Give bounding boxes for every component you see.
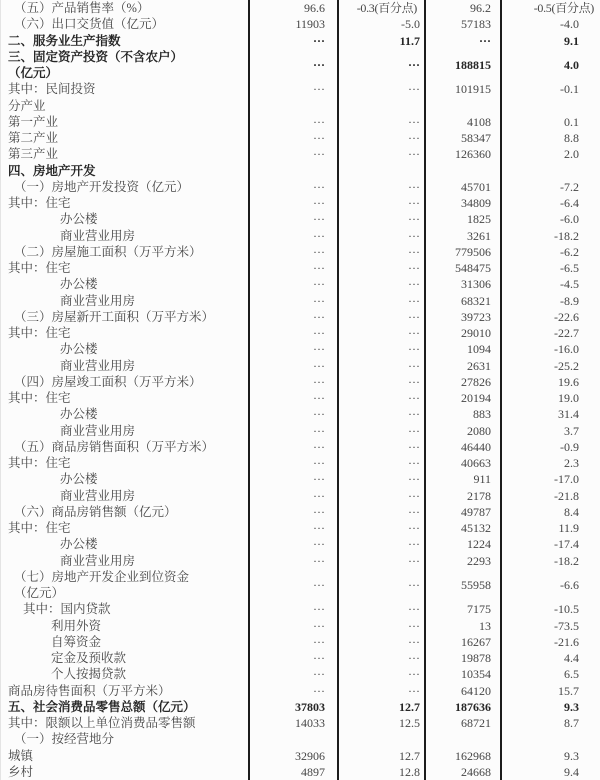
value-cell: ···: [249, 504, 338, 520]
value-cell: ···: [338, 488, 425, 504]
table-row: [1, 325, 600, 341]
value-cell: 12.5: [338, 715, 425, 731]
value-cell: ···: [249, 341, 338, 357]
value-cell: ···: [249, 439, 338, 455]
value-cell: ···: [338, 341, 425, 357]
value-cell: -4.0: [501, 16, 600, 32]
value-cell: 57183: [425, 16, 501, 32]
table-row: [1, 455, 600, 471]
value-cell: ···: [338, 618, 425, 634]
value-cell: ···: [338, 455, 425, 471]
value-cell: 187636: [425, 699, 501, 715]
value-cell: [501, 731, 600, 747]
value-cell: -21.6: [501, 634, 600, 650]
table-row: [1, 341, 600, 357]
row-label: 二、服务业生产指数: [8, 33, 121, 48]
row-label: 个人按揭贷款: [51, 667, 127, 682]
value-cell: 49787: [425, 504, 501, 520]
value-cell: -16.0: [501, 341, 600, 357]
value-cell: 11.7: [338, 33, 425, 49]
table-row: [1, 471, 600, 487]
value-cell: 96.2: [425, 0, 501, 16]
value-cell: ···: [249, 406, 338, 422]
value-cell: 101915: [425, 81, 501, 97]
table-row: [1, 683, 600, 699]
value-cell: 1825: [425, 211, 501, 227]
value-cell: ···: [338, 309, 425, 325]
value-cell: ···: [338, 504, 425, 520]
value-cell: 8.4: [501, 504, 600, 520]
row-label: 分产业: [8, 98, 46, 113]
value-cell: [338, 98, 425, 114]
table-body: [1, 0, 600, 780]
value-cell: 9.1: [501, 33, 600, 49]
value-cell: ···: [249, 390, 338, 406]
row-label: 其中：住宅: [8, 326, 71, 341]
table-row: [1, 211, 600, 227]
value-cell: 31.4: [501, 406, 600, 422]
value-cell: [338, 163, 425, 179]
row-label: 办公楼: [60, 407, 98, 422]
value-cell: ···: [338, 358, 425, 374]
value-cell: -10.5: [501, 601, 600, 617]
value-cell: 126360: [425, 146, 501, 162]
value-cell: 2080: [425, 423, 501, 439]
value-cell: ···: [338, 195, 425, 211]
row-label: 商业营业用房: [60, 488, 136, 503]
row-label: 商业营业用房: [60, 358, 136, 373]
value-cell: ···: [249, 130, 338, 146]
value-cell: ···: [338, 325, 425, 341]
value-cell: -5.0: [338, 16, 425, 32]
value-cell: [249, 163, 338, 179]
value-cell: ···: [338, 553, 425, 569]
row-label: （一）房地产开发投资（亿元）: [14, 179, 190, 194]
value-cell: 4.4: [501, 650, 600, 666]
value-cell: ···: [249, 146, 338, 162]
table-row: [1, 33, 600, 49]
row-label: 利用外资: [51, 618, 102, 633]
table-row: [1, 179, 600, 195]
value-cell: 15.7: [501, 683, 600, 699]
table-row: [1, 650, 600, 666]
value-cell: ···: [249, 423, 338, 439]
value-cell: -7.2: [501, 179, 600, 195]
value-cell: ···: [249, 309, 338, 325]
row-label: 城镇: [8, 748, 34, 763]
row-label: 其中：住宅: [8, 196, 71, 211]
value-cell: ···: [338, 374, 425, 390]
table-row: [1, 666, 600, 682]
value-cell: 19.6: [501, 374, 600, 390]
value-cell: [249, 731, 338, 747]
value-cell: 0.1: [501, 114, 600, 130]
table-row: [1, 195, 600, 211]
table-row: [1, 699, 600, 715]
row-label: 办公楼: [60, 537, 98, 552]
table-row: [1, 423, 600, 439]
value-cell: -18.2: [501, 553, 600, 569]
value-cell: 12.8: [338, 764, 425, 780]
value-cell: ···: [249, 81, 338, 97]
value-cell: ···: [338, 569, 425, 602]
table-row: [1, 276, 600, 292]
value-cell: 29010: [425, 325, 501, 341]
table-row: [1, 504, 600, 520]
row-label: 定金及预收款: [51, 651, 127, 666]
value-cell: 20194: [425, 390, 501, 406]
value-cell: ···: [338, 114, 425, 130]
table-row: [1, 731, 600, 747]
table-row: [1, 488, 600, 504]
value-cell: 45132: [425, 520, 501, 536]
value-cell: 6.5: [501, 666, 600, 682]
value-cell: 68321: [425, 293, 501, 309]
table-row: [1, 601, 600, 617]
row-label: （六）出口交货值（亿元）: [14, 17, 165, 32]
row-label: （三）房屋新开工面积（万平方米）: [14, 309, 215, 324]
value-cell: [501, 163, 600, 179]
value-cell: ···: [425, 33, 501, 49]
table-row: [1, 536, 600, 552]
value-cell: ···: [249, 488, 338, 504]
value-cell: -21.8: [501, 488, 600, 504]
table-row: [1, 98, 600, 114]
value-cell: 64120: [425, 683, 501, 699]
table-row: [1, 309, 600, 325]
value-cell: -6.4: [501, 195, 600, 211]
value-cell: -0.5(百分点): [501, 0, 600, 16]
value-cell: ···: [338, 81, 425, 97]
value-cell: -73.5: [501, 618, 600, 634]
value-cell: 16267: [425, 634, 501, 650]
value-cell: [425, 98, 501, 114]
value-cell: ···: [338, 228, 425, 244]
value-cell: ···: [249, 114, 338, 130]
row-label: 办公楼: [60, 277, 98, 292]
row-label: （五）商品房销售面积（万平方米）: [14, 439, 215, 454]
value-cell: 19.0: [501, 390, 600, 406]
value-cell: ···: [249, 455, 338, 471]
value-cell: 1094: [425, 341, 501, 357]
value-cell: 548475: [425, 260, 501, 276]
table-row: [1, 520, 600, 536]
value-cell: 96.6: [249, 0, 338, 16]
value-cell: 2631: [425, 358, 501, 374]
value-cell: ···: [249, 228, 338, 244]
value-cell: [501, 98, 600, 114]
row-label: 第二产业: [8, 131, 59, 146]
table-row: [1, 569, 600, 602]
table-row: [1, 228, 600, 244]
table-row: [1, 244, 600, 260]
value-cell: ···: [338, 423, 425, 439]
row-label: 三、固定资产投资（不含农户） （亿元）: [8, 50, 184, 80]
value-cell: 24668: [425, 764, 501, 780]
value-cell: 40663: [425, 455, 501, 471]
national-economy-indicators-table: [1, 0, 600, 780]
row-label: 五、社会消费品零售总额（亿元）: [8, 699, 196, 714]
row-label: 商品房待售面积（万平方米）: [8, 683, 171, 698]
table-row: [1, 49, 600, 82]
value-cell: 8.8: [501, 130, 600, 146]
value-cell: 9.4: [501, 764, 600, 780]
value-cell: ···: [338, 683, 425, 699]
value-cell: ···: [249, 569, 338, 602]
value-cell: 12.7: [338, 748, 425, 764]
value-cell: 10354: [425, 666, 501, 682]
value-cell: -0.1: [501, 81, 600, 97]
row-label: 其中：民间投资: [8, 82, 96, 97]
table-row: [1, 293, 600, 309]
value-cell: 14033: [249, 715, 338, 731]
value-cell: 911: [425, 471, 501, 487]
value-cell: ···: [338, 406, 425, 422]
value-cell: ···: [249, 325, 338, 341]
row-label: 自筹资金: [51, 634, 102, 649]
value-cell: 4897: [249, 764, 338, 780]
table-row: [1, 634, 600, 650]
value-cell: 3261: [425, 228, 501, 244]
value-cell: ···: [249, 374, 338, 390]
value-cell: 55958: [425, 569, 501, 602]
row-label: 商业营业用房: [60, 228, 136, 243]
table-row: [1, 130, 600, 146]
value-cell: 58347: [425, 130, 501, 146]
row-label: （四）房屋竣工面积（万平方米）: [14, 374, 202, 389]
value-cell: 32906: [249, 748, 338, 764]
row-label: 乡村: [8, 764, 34, 779]
value-cell: ···: [338, 293, 425, 309]
value-cell: 34809: [425, 195, 501, 211]
value-cell: ···: [249, 179, 338, 195]
row-label: （五）产品销售率（%）: [14, 1, 150, 16]
value-cell: ···: [249, 683, 338, 699]
value-cell: ···: [338, 130, 425, 146]
row-label: 其中：限额以上单位消费品零售额: [8, 716, 196, 731]
value-cell: ···: [249, 536, 338, 552]
value-cell: 9.3: [501, 699, 600, 715]
value-cell: 9.3: [501, 748, 600, 764]
value-cell: ···: [249, 211, 338, 227]
row-label: 办公楼: [60, 212, 98, 227]
value-cell: 1224: [425, 536, 501, 552]
row-label: （一）按经营地分: [14, 732, 115, 747]
value-cell: ···: [249, 553, 338, 569]
value-cell: 27826: [425, 374, 501, 390]
value-cell: ···: [338, 650, 425, 666]
row-label: 其中：住宅: [8, 391, 71, 406]
table-row: [1, 390, 600, 406]
value-cell: -0.9: [501, 439, 600, 455]
table-row: [1, 260, 600, 276]
value-cell: -22.6: [501, 309, 600, 325]
value-cell: 2.0: [501, 146, 600, 162]
table-row: [1, 764, 600, 780]
value-cell: ···: [338, 49, 425, 82]
value-cell: -18.2: [501, 228, 600, 244]
table-row: [1, 439, 600, 455]
value-cell: ···: [249, 244, 338, 260]
table-row: [1, 715, 600, 731]
value-cell: ···: [249, 358, 338, 374]
value-cell: -17.4: [501, 536, 600, 552]
value-cell: 31306: [425, 276, 501, 292]
value-cell: ···: [338, 601, 425, 617]
value-cell: [338, 731, 425, 747]
value-cell: 13: [425, 618, 501, 634]
value-cell: -6.0: [501, 211, 600, 227]
value-cell: ···: [338, 276, 425, 292]
table-row: [1, 81, 600, 97]
row-label: 其中：住宅: [8, 261, 71, 276]
value-cell: -0.3(百分点): [338, 0, 425, 16]
value-cell: 4.0: [501, 49, 600, 82]
table-row: [1, 618, 600, 634]
value-cell: [249, 98, 338, 114]
row-label: 其中：住宅: [8, 521, 71, 536]
row-label: 商业营业用房: [60, 553, 136, 568]
table-row: [1, 114, 600, 130]
table-row: [1, 553, 600, 569]
value-cell: ···: [338, 146, 425, 162]
value-cell: ···: [338, 666, 425, 682]
value-cell: ···: [249, 520, 338, 536]
value-cell: ···: [249, 634, 338, 650]
value-cell: ···: [249, 276, 338, 292]
row-label: 办公楼: [60, 472, 98, 487]
value-cell: 2293: [425, 553, 501, 569]
table-row: [1, 748, 600, 764]
value-cell: ···: [338, 536, 425, 552]
value-cell: 39723: [425, 309, 501, 325]
value-cell: ···: [338, 179, 425, 195]
value-cell: 7175: [425, 601, 501, 617]
row-label: 四、房地产开发: [8, 163, 96, 178]
table-row: [1, 374, 600, 390]
row-label: 第三产业: [8, 147, 59, 162]
value-cell: 883: [425, 406, 501, 422]
value-cell: ···: [338, 520, 425, 536]
table-row: [1, 16, 600, 32]
value-cell: -17.0: [501, 471, 600, 487]
value-cell: 188815: [425, 49, 501, 82]
value-cell: ···: [338, 244, 425, 260]
value-cell: ···: [338, 390, 425, 406]
value-cell: 11903: [249, 16, 338, 32]
table-row: [1, 146, 600, 162]
row-label: （二）房屋施工面积（万平方米）: [14, 244, 202, 259]
value-cell: 68721: [425, 715, 501, 731]
row-label: 办公楼: [60, 342, 98, 357]
value-cell: 19878: [425, 650, 501, 666]
value-cell: 779506: [425, 244, 501, 260]
table-row: [1, 0, 600, 16]
row-label: （六）商品房销售额（亿元）: [14, 504, 177, 519]
value-cell: ···: [249, 260, 338, 276]
value-cell: -4.5: [501, 276, 600, 292]
row-label: 其中：国内贷款: [23, 602, 111, 617]
value-cell: ···: [338, 260, 425, 276]
value-cell: -6.2: [501, 244, 600, 260]
value-cell: 2.3: [501, 455, 600, 471]
value-cell: ···: [249, 618, 338, 634]
value-cell: 4108: [425, 114, 501, 130]
table-row: [1, 358, 600, 374]
value-cell: ···: [249, 601, 338, 617]
value-cell: 11.9: [501, 520, 600, 536]
row-label: 商业营业用房: [60, 293, 136, 308]
value-cell: -6.6: [501, 569, 600, 602]
value-cell: 37803: [249, 699, 338, 715]
row-label: （七）房地产开发企业到位资金 （亿元）: [14, 570, 190, 600]
value-cell: -22.7: [501, 325, 600, 341]
value-cell: 8.7: [501, 715, 600, 731]
value-cell: ···: [338, 439, 425, 455]
table-row: [1, 406, 600, 422]
value-cell: [425, 163, 501, 179]
value-cell: ···: [249, 293, 338, 309]
value-cell: -25.2: [501, 358, 600, 374]
value-cell: ···: [249, 195, 338, 211]
value-cell: ···: [249, 666, 338, 682]
value-cell: -6.5: [501, 260, 600, 276]
value-cell: [425, 731, 501, 747]
value-cell: ···: [338, 211, 425, 227]
value-cell: ···: [249, 650, 338, 666]
value-cell: 12.7: [338, 699, 425, 715]
value-cell: ···: [249, 33, 338, 49]
value-cell: ···: [249, 471, 338, 487]
value-cell: 46440: [425, 439, 501, 455]
value-cell: ···: [338, 471, 425, 487]
row-label: 第一产业: [8, 114, 59, 129]
value-cell: 162968: [425, 748, 501, 764]
table-row: [1, 163, 600, 179]
value-cell: ···: [249, 49, 338, 82]
value-cell: 2178: [425, 488, 501, 504]
value-cell: -8.9: [501, 293, 600, 309]
value-cell: 3.7: [501, 423, 600, 439]
value-cell: ···: [338, 634, 425, 650]
row-label: 商业营业用房: [60, 423, 136, 438]
row-label: 其中：住宅: [8, 456, 71, 471]
value-cell: 45701: [425, 179, 501, 195]
